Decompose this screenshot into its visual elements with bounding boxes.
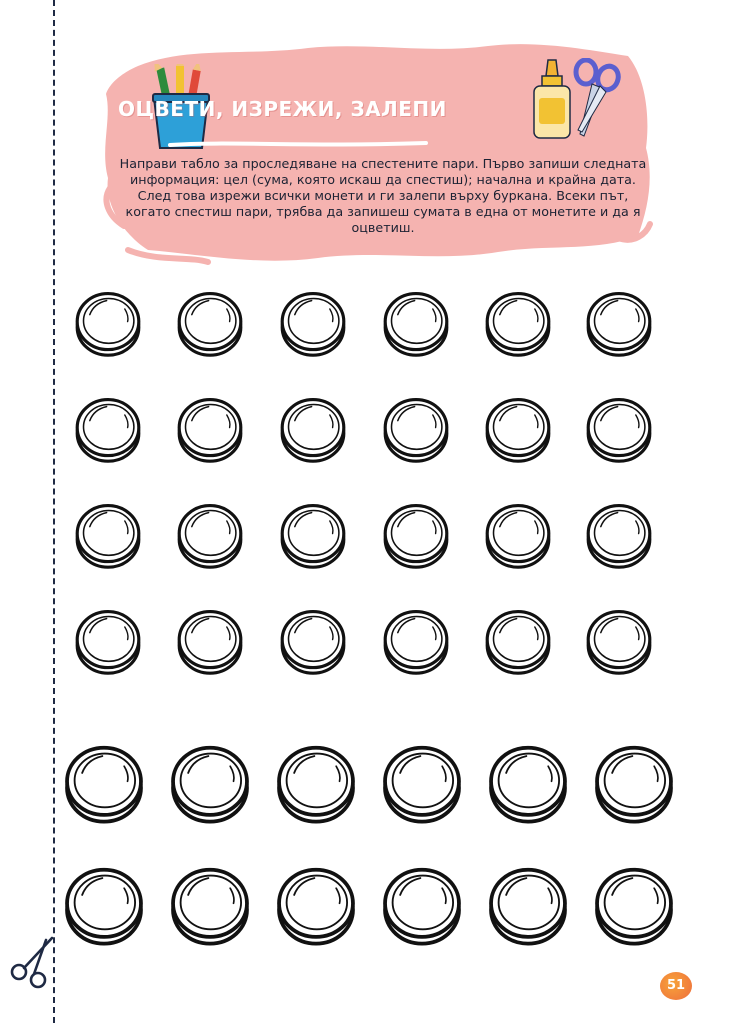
banner-title: ОЦВЕТИ, ИЗРЕЖИ, ЗАЛЕПИ [118,97,447,121]
coin-cutout-small [72,606,144,680]
coin-cutout-small [277,606,349,680]
coin-cutout-small [482,394,554,468]
coin-cutout-large [592,738,676,832]
coin-cutout-large [274,738,358,832]
coin-cutout-small [72,288,144,362]
coin-cutout-large [486,738,570,832]
coin-cutout-small [380,500,452,574]
coin-cutout-large [380,860,464,954]
coin-cutout-large [592,860,676,954]
coin-cutout-small [72,394,144,468]
coin-cutout-small [174,500,246,574]
coin-cutout-small [277,288,349,362]
coin-cutout-large [168,738,252,832]
coin-cutout-large [62,738,146,832]
coin-cutout-small [583,500,655,574]
coin-cutout-small [72,500,144,574]
coin-cutout-small [277,394,349,468]
coin-cutout-small [174,606,246,680]
coin-cutout-small [380,288,452,362]
coin-cutout-small [583,606,655,680]
coin-cutout-small [482,500,554,574]
coin-cutout-small [277,500,349,574]
coin-cutout-small [482,288,554,362]
page-number: 51 [660,972,692,1000]
coin-cutout-small [380,394,452,468]
instruction-text: Направи табло за проследяване на спестените пари. Първо запиши следната информация: цел (сума, която искаш да спестиш); начална и крайна дата. След това изрежи всички монети и ги залепи върху буркана. Всеки път, когато спестиш пари, трябва да запишеш сумата в една от монетите и да я оцветиш. [119,156,647,235]
coin-cutout-small [380,606,452,680]
coin-cutout-small [174,288,246,362]
coin-cutout-large [274,860,358,954]
coin-cutout-large [486,860,570,954]
coin-cutout-small [583,288,655,362]
coin-cutout-large [380,738,464,832]
coin-cutout-large [62,860,146,954]
coin-cutout-small [174,394,246,468]
coin-cutout-large [168,860,252,954]
coin-cutout-small [482,606,554,680]
coin-cutout-small [583,394,655,468]
